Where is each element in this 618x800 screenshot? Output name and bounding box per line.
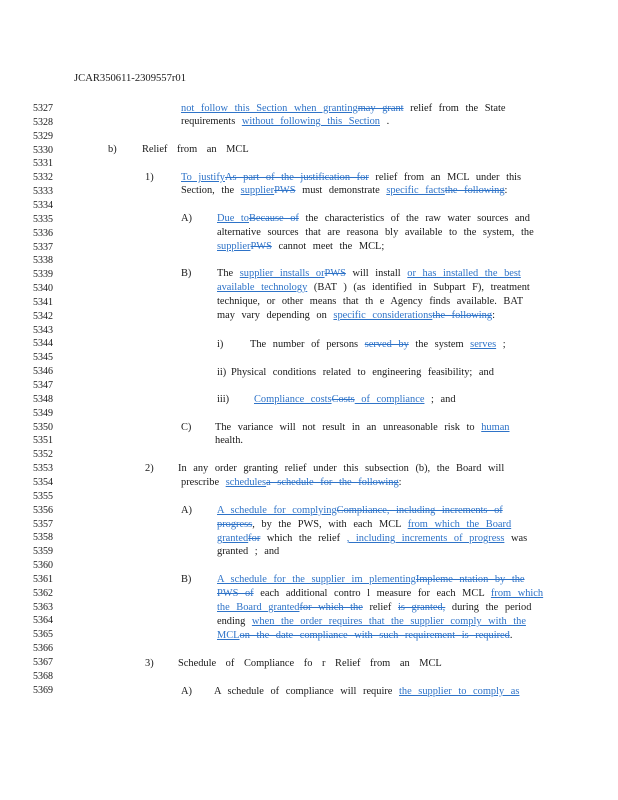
- inserted-text: the Board granted: [217, 602, 300, 613]
- inserted-text: schedules: [225, 477, 267, 488]
- text-run: A schedule of compliance will require: [214, 686, 399, 697]
- line-number: 5362: [33, 587, 53, 599]
- line-number: 5331: [33, 158, 53, 170]
- deleted-text: PWS of: [217, 588, 254, 599]
- text-line-5363: [217, 601, 531, 614]
- line-number: 5351: [33, 435, 53, 447]
- line-number: 5354: [33, 476, 53, 488]
- text-run: was: [504, 533, 528, 544]
- text-line-5337: [217, 240, 384, 253]
- text-line-5348: [254, 393, 456, 406]
- subsection-heading: Relief from an MCL: [142, 144, 249, 155]
- deleted-text: a schedule for the following: [266, 477, 399, 488]
- text-run: technique, or other means that th e Agency finds available. BAT: [217, 296, 524, 307]
- line-number: 5336: [33, 227, 53, 239]
- line-number: 5363: [33, 601, 53, 613]
- inserted-text: To justify: [181, 172, 225, 183]
- text-line-5336: [217, 226, 534, 239]
- text-run: will install: [345, 268, 408, 279]
- line-number: 5348: [33, 393, 53, 405]
- deleted-text: may grant: [357, 103, 404, 114]
- line-number: 5330: [33, 144, 53, 156]
- item-label-3: 3): [145, 658, 154, 669]
- text-run: cannot meet the MCL;: [271, 241, 385, 252]
- line-number: 5358: [33, 532, 53, 544]
- inserted-text: A schedule for the supplier im plementing: [217, 574, 416, 585]
- inserted-text: Due to: [217, 213, 249, 224]
- inserted-text: granted: [217, 533, 249, 544]
- inserted-text: specific considerations: [333, 310, 433, 321]
- line-number: 5335: [33, 213, 53, 225]
- line-number: 5329: [33, 130, 53, 142]
- line-number: 5355: [33, 490, 53, 502]
- inserted-text: specific facts: [386, 185, 445, 196]
- line-number: 5366: [33, 643, 53, 655]
- deleted-text: the following: [444, 185, 505, 196]
- line-number: 5368: [33, 670, 53, 682]
- line-number: 5343: [33, 324, 53, 336]
- line-number: 5327: [33, 103, 53, 114]
- text-run: the system: [408, 339, 471, 350]
- inserted-text: human: [481, 422, 510, 433]
- line-number: 5367: [33, 657, 53, 668]
- inserted-text: , including increments of progress: [346, 533, 505, 544]
- text-run: each additional contro l measure for each MCL: [253, 588, 491, 599]
- inserted-text: supplier: [240, 185, 275, 196]
- text-run: Physical conditions related to engineering feasibility; and: [231, 367, 494, 378]
- line-number: 5357: [33, 518, 53, 530]
- text-line-5367: [178, 657, 442, 670]
- line-number: 5349: [33, 407, 53, 419]
- deleted-text: As part of the justification for: [224, 172, 369, 183]
- subsection-label-b: b): [108, 144, 117, 155]
- line-number: 5333: [33, 186, 53, 198]
- line-number: 5360: [33, 560, 53, 571]
- inserted-text: serves: [470, 339, 497, 350]
- line-number: 5332: [33, 172, 53, 184]
- deleted-text: Because of: [249, 213, 299, 224]
- text-run: relief: [362, 602, 398, 613]
- text-run: .: [509, 630, 513, 641]
- text-line-5350: [215, 421, 510, 434]
- text-line-5353: [178, 462, 504, 475]
- line-number: 5328: [33, 116, 53, 128]
- deleted-text: for: [248, 533, 261, 544]
- item-label-2B: B): [181, 574, 192, 585]
- text-line-5340: [217, 281, 530, 294]
- item-label-1C: C): [181, 422, 192, 433]
- inserted-text: from which the Board: [407, 519, 512, 530]
- inserted-text: or has installed the best: [407, 268, 521, 279]
- text-run: Section, the: [181, 185, 241, 196]
- line-number: 5337: [33, 241, 53, 253]
- text-line-5344: [250, 338, 506, 351]
- text-run: requirements: [181, 116, 242, 127]
- inserted-text: from which: [490, 588, 544, 599]
- text-line-5359: [217, 545, 279, 558]
- line-number: 5356: [33, 504, 53, 516]
- text-run: The variance will not result in an unreasonable risk to: [215, 422, 482, 433]
- item-label-2A: A): [181, 505, 192, 516]
- deleted-text: Costs: [331, 394, 355, 405]
- inserted-text: supplier: [217, 241, 251, 252]
- text-line-5351: [215, 434, 243, 447]
- line-number: 5361: [33, 573, 53, 585]
- text-run: granted ; and: [217, 546, 280, 557]
- item-label-1B: B): [181, 268, 192, 279]
- line-number: 5364: [33, 615, 53, 627]
- line-number: 5334: [33, 199, 53, 211]
- text-run: Schedule of Compliance fo r Relief from an MCL: [178, 658, 442, 669]
- text-line-5341: [217, 295, 523, 308]
- inserted-text: A schedule for complying: [217, 505, 337, 516]
- text-run: :: [398, 477, 402, 488]
- deleted-text: for which the: [299, 602, 363, 613]
- deleted-text: served by: [364, 339, 409, 350]
- line-number: 5339: [33, 269, 53, 281]
- inserted-text: without following this Section: [241, 116, 380, 127]
- line-number: 5338: [33, 255, 53, 267]
- text-run: the characteristics of the raw water sources and: [298, 213, 530, 224]
- text-run: ending: [217, 616, 252, 627]
- text-line-5356: [217, 504, 503, 517]
- line-number: 5352: [33, 449, 53, 461]
- item-label-1: 1): [145, 172, 154, 183]
- deleted-text: Impleme ntation by the: [415, 574, 525, 585]
- text-line-5365: [217, 629, 512, 642]
- text-run: during the period: [445, 602, 532, 613]
- text-run: health.: [215, 435, 243, 446]
- line-number: 5365: [33, 629, 53, 641]
- line-number: 5345: [33, 352, 53, 364]
- line-number: 5344: [33, 338, 53, 350]
- text-run: must demonstrate: [295, 185, 387, 196]
- deleted-text: PWS: [324, 268, 346, 279]
- text-run: relief from the State: [403, 103, 506, 114]
- inserted-text: when the order requires that the supplier comply with the: [251, 616, 526, 627]
- deleted-text: progress: [217, 519, 253, 530]
- inserted-text: MCL: [217, 630, 240, 641]
- text-run: , by the PWS, with each MCL: [252, 519, 408, 530]
- line-number: 5350: [33, 421, 53, 433]
- deleted-text: on the date compliance with such requirement is required: [239, 630, 510, 641]
- text-line-5327: [181, 102, 506, 115]
- text-run: In any order granting relief under this subsection (b), the Board will: [178, 463, 505, 474]
- text-line-5346: [231, 366, 494, 379]
- deleted-text: the following: [432, 310, 493, 321]
- line-number: 5341: [33, 296, 53, 308]
- text-line-5339: [217, 267, 521, 280]
- document-id-header: JCAR350611-2309557r01: [74, 73, 187, 84]
- inserted-text: available technology: [217, 282, 308, 293]
- text-line-5332: [181, 171, 521, 184]
- item-label-ii: ii): [217, 367, 227, 378]
- item-label-2: 2): [145, 463, 154, 474]
- text-run: which the relief: [260, 533, 347, 544]
- text-run: :: [492, 310, 495, 321]
- text-run: may vary depending on: [217, 310, 334, 321]
- inserted-text: not follow this Section when granting: [181, 103, 358, 114]
- text-line-5358: [217, 532, 527, 545]
- line-number: 5359: [33, 546, 53, 558]
- deleted-text: Compliance, including increments of: [336, 505, 503, 516]
- text-run: (BAT ) (as identified in Subpart F), treatment: [307, 282, 530, 293]
- text-run: The number of persons: [250, 339, 365, 350]
- line-number: 5346: [33, 366, 53, 378]
- text-line-5369: [214, 685, 519, 698]
- line-number: 5369: [33, 684, 53, 696]
- deleted-text: PWS: [250, 241, 272, 252]
- text-line-5361: [217, 573, 525, 586]
- text-line-5333: [181, 184, 507, 197]
- text-line-5354: [181, 476, 402, 489]
- deleted-text: PWS: [274, 185, 296, 196]
- inserted-text: of compliance: [354, 394, 425, 405]
- text-run: :: [504, 185, 508, 196]
- item-label-3A: A): [181, 686, 192, 697]
- text-run: prescribe: [181, 477, 226, 488]
- item-label-i: i): [217, 339, 224, 350]
- line-number: 5347: [33, 380, 53, 391]
- text-line-5357: [217, 518, 511, 531]
- text-run: ;: [496, 339, 506, 350]
- inserted-text: supplier installs or: [239, 268, 325, 279]
- item-label-1A: A): [181, 213, 192, 224]
- line-number: 5340: [33, 283, 53, 294]
- line-number: 5353: [33, 463, 53, 475]
- line-number: 5342: [33, 310, 53, 322]
- text-line-5328: [181, 115, 389, 128]
- text-run: .: [379, 116, 390, 127]
- text-line-5342: [217, 309, 495, 322]
- text-run: ; and: [424, 394, 456, 405]
- item-label-iii: iii): [217, 394, 230, 405]
- inserted-text: Compliance costs: [254, 394, 332, 405]
- text-line-5364: [217, 615, 526, 628]
- text-run: relief from an MCL under this: [368, 172, 522, 183]
- deleted-text: is granted,: [397, 602, 446, 613]
- text-line-5362: [217, 587, 543, 600]
- text-run: alternative sources that are reasona bly available to the system, the: [217, 227, 534, 238]
- text-line-5335: [217, 212, 530, 225]
- text-run: The: [217, 268, 240, 279]
- inserted-text: the supplier to comply as: [399, 686, 520, 697]
